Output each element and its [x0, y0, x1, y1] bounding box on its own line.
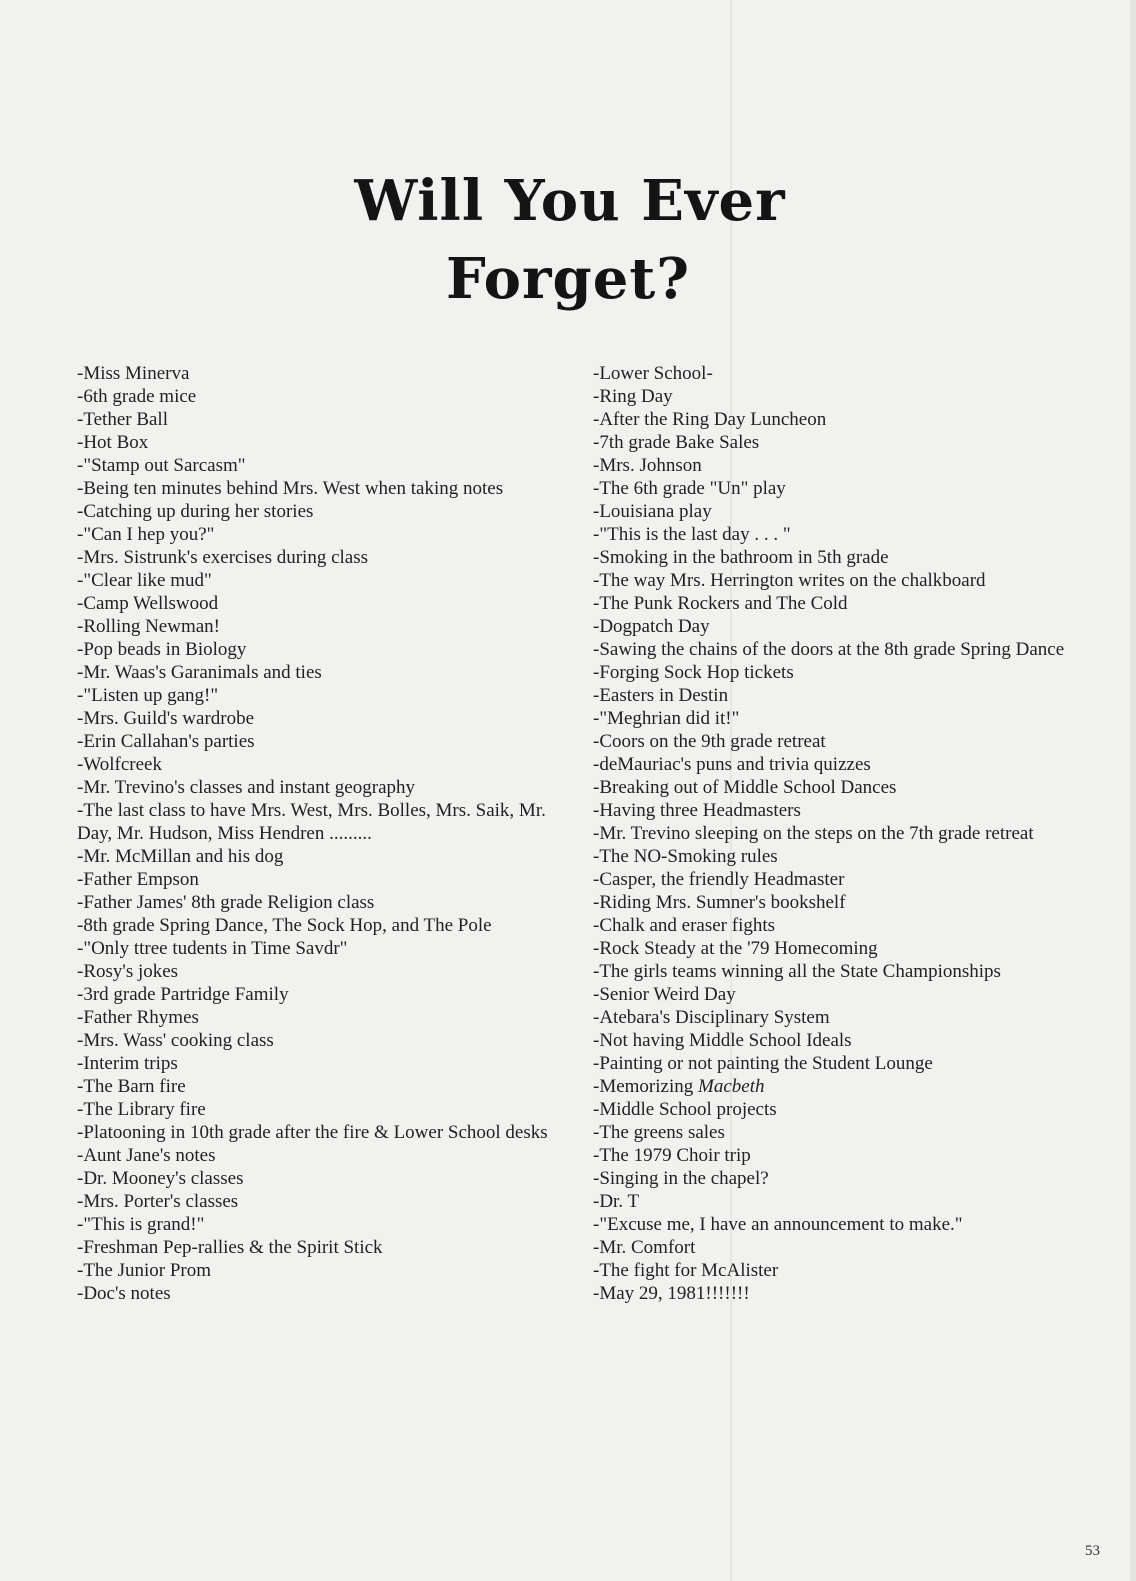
list-item — [77, 454, 569, 477]
list-item — [77, 868, 569, 891]
list-item-text: -Breaking out of Middle School Dances — [593, 777, 897, 798]
list-item-text: -Riding Mrs. Sumner's bookshelf — [593, 892, 846, 913]
title-line-1: Will You Ever — [354, 168, 786, 234]
list-item-text: -Louisiana play — [593, 501, 712, 522]
list-item-text: -Wolfcreek — [77, 754, 162, 775]
list-item — [77, 1259, 569, 1282]
list-item-text: -The fight for McAlister — [593, 1260, 779, 1281]
list-item — [77, 592, 569, 615]
list-item-text: -The Library fire — [77, 1099, 206, 1120]
list-item — [593, 960, 1093, 983]
list-item — [77, 1144, 569, 1167]
list-item-text: -Mrs. Wass' cooking class — [77, 1030, 274, 1051]
list-item — [593, 1144, 1093, 1167]
list-item-text: -Hot Box — [77, 432, 149, 453]
list-item — [593, 730, 1093, 753]
title-line-2: Forget? — [445, 246, 690, 312]
list-item-text: -May 29, 1981!!!!!!! — [593, 1283, 750, 1304]
list-item — [593, 1282, 1093, 1305]
list-item — [593, 638, 1093, 661]
list-item-text: -Tether Ball — [77, 409, 168, 430]
list-item-text: -Mr. Comfort — [593, 1237, 696, 1258]
list-item-text: -Catching up during her stories — [77, 501, 314, 522]
list-item-text: -Easters in Destin — [593, 685, 729, 706]
list-item — [593, 1236, 1093, 1259]
list-item-text: -6th grade mice — [77, 386, 197, 407]
list-item-text: -Mr. Waas's Garanimals and ties — [77, 662, 322, 683]
list-item — [77, 1098, 569, 1121]
list-item-text: -Forging Sock Hop tickets — [593, 662, 794, 683]
list-item-text: -Mr. Trevino sleeping on the steps on the 7th grade retreat — [593, 823, 1034, 844]
list-item — [77, 1190, 569, 1213]
list-item-text: -Lower School- — [593, 363, 713, 384]
list-item-text: -8th grade Spring Dance, The Sock Hop, and The Pole — [77, 915, 492, 936]
list-item — [77, 1006, 569, 1029]
list-item-text: -Father Empson — [77, 869, 199, 890]
list-item — [77, 707, 569, 730]
list-item — [77, 1052, 569, 1075]
list-item — [77, 776, 569, 799]
list-item-text: -Sawing the chains of the doors at the 8th grade Spring Dance — [593, 639, 1065, 660]
list-item — [77, 569, 569, 592]
list-item — [77, 891, 569, 914]
list-item-text: -3rd grade Partridge Family — [77, 984, 289, 1005]
list-item — [593, 891, 1093, 914]
list-item-text: -"Excuse me, I have an announcement to make." — [593, 1214, 963, 1235]
list-item-text: -Memorizing — [593, 1076, 699, 1097]
list-item-text: -Coors on the 9th grade retreat — [593, 731, 826, 752]
list-item — [593, 1098, 1093, 1121]
list-item-text: -7th grade Bake Sales — [593, 432, 760, 453]
list-item — [593, 799, 1093, 822]
list-item — [77, 1075, 569, 1098]
list-item — [77, 523, 569, 546]
list-item — [77, 914, 569, 937]
list-item-text: -Casper, the friendly Headmaster — [593, 869, 845, 890]
list-item — [77, 1213, 569, 1236]
list-item-text: -Mr. Trevino's classes and instant geography — [77, 777, 416, 798]
list-item-text: -The last class to have Mrs. West, Mrs. Bolles, Mrs. Saik, Mr. Day, Mr. Hudson, Miss Hendren ......... — [77, 800, 546, 844]
list-item — [77, 362, 569, 385]
list-item-text: -"Listen up gang!" — [77, 685, 219, 706]
list-item — [77, 1029, 569, 1052]
list-item-text: -Dogpatch Day — [593, 616, 710, 637]
list-item — [593, 385, 1093, 408]
list-item-text: -Senior Weird Day — [593, 984, 736, 1005]
list-item-text: -The 6th grade "Un" play — [593, 478, 786, 499]
list-item-text: -Middle School projects — [593, 1099, 777, 1120]
list-item — [593, 592, 1093, 615]
list-item — [593, 477, 1093, 500]
list-item-text: -Rolling Newman! — [77, 616, 221, 637]
list-item — [593, 776, 1093, 799]
list-item-text: -Being ten minutes behind Mrs. West when taking notes — [77, 478, 504, 499]
list-item-text: -"Clear like mud" — [77, 570, 212, 591]
list-item — [77, 615, 569, 638]
list-item — [593, 1259, 1093, 1282]
list-item — [593, 753, 1093, 776]
list-item-text: -Mrs. Sistrunk's exercises during class — [77, 547, 369, 568]
list-item-text: -"Only ttree tudents in Time Savdr" — [77, 938, 348, 959]
list-item-text: -Rock Steady at the '79 Homecoming — [593, 938, 878, 959]
list-item — [593, 1213, 1093, 1236]
list-item-text: -Doc's notes — [77, 1283, 171, 1304]
list-item-text: -The 1979 Choir trip — [593, 1145, 751, 1166]
list-item-text: -"This is grand!" — [77, 1214, 205, 1235]
list-item-text: -Freshman Pep-rallies & the Spirit Stick — [77, 1237, 383, 1258]
page-title — [0, 162, 1136, 318]
list-item — [77, 684, 569, 707]
list-item — [77, 1282, 569, 1305]
list-item-text: -Ring Day — [593, 386, 673, 407]
list-item-text: -"This is the last day . . . " — [593, 524, 791, 545]
list-item-text: -Smoking in the bathroom in 5th grade — [593, 547, 889, 568]
list-item — [77, 385, 569, 408]
list-item — [77, 845, 569, 868]
list-item-text: -"Stamp out Sarcasm" — [77, 455, 246, 476]
list-item — [77, 638, 569, 661]
list-item — [593, 362, 1093, 385]
list-item-text: -The Barn fire — [77, 1076, 186, 1097]
list-item-text: -Camp Wellswood — [77, 593, 219, 614]
list-item — [593, 569, 1093, 592]
list-item-text: -The Junior Prom — [77, 1260, 212, 1281]
list-item — [593, 1190, 1093, 1213]
list-item-text: -Interim trips — [77, 1053, 178, 1074]
list-item — [593, 1075, 1093, 1098]
list-item-text: -Mrs. Guild's wardrobe — [77, 708, 255, 729]
list-item-text: -Mrs. Porter's classes — [77, 1191, 239, 1212]
list-item — [593, 707, 1093, 730]
list-item — [77, 753, 569, 776]
list-item — [77, 1121, 569, 1144]
list-item — [77, 730, 569, 753]
list-item-text: -Father James' 8th grade Religion class — [77, 892, 375, 913]
list-item-text: -The way Mrs. Herrington writes on the chalkboard — [593, 570, 986, 591]
page-number: 53 — [1085, 1543, 1100, 1559]
list-item-text: -"Can I hep you?" — [77, 524, 215, 545]
list-item-text: -The Punk Rockers and The Cold — [593, 593, 848, 614]
list-item — [77, 546, 569, 569]
list-item-text: -Mr. McMillan and his dog — [77, 846, 284, 867]
list-item — [593, 1052, 1093, 1075]
list-item-text: -Pop beads in Biology — [77, 639, 247, 660]
list-item-text: -deMauriac's puns and trivia quizzes — [593, 754, 871, 775]
list-item-text: -The girls teams winning all the State Championships — [593, 961, 1001, 982]
list-item-text: -Platooning in 10th grade after the fire & Lower School desks — [77, 1122, 548, 1143]
list-item-text: -Chalk and eraser fights — [593, 915, 776, 936]
list-item — [593, 1167, 1093, 1190]
list-item-text: -The greens sales — [593, 1122, 725, 1143]
list-item-text: -Not having Middle School Ideals — [593, 1030, 852, 1051]
list-item — [593, 615, 1093, 638]
list-item — [593, 914, 1093, 937]
list-item-text: -Dr. T — [593, 1191, 640, 1212]
list-item — [593, 661, 1093, 684]
list-item-text: -Singing in the chapel? — [593, 1168, 769, 1189]
list-item-text: -Aunt Jane's notes — [77, 1145, 216, 1166]
list-item — [593, 983, 1093, 1006]
list-item — [77, 431, 569, 454]
list-item — [593, 1121, 1093, 1144]
list-item — [593, 868, 1093, 891]
list-item — [593, 408, 1093, 431]
list-item-text: -Erin Callahan's parties — [77, 731, 255, 752]
list-item — [593, 1006, 1093, 1029]
memories-list-left — [77, 362, 569, 1305]
list-item — [593, 684, 1093, 707]
list-item — [593, 546, 1093, 569]
list-item — [77, 661, 569, 684]
list-item-text: -Dr. Mooney's classes — [77, 1168, 244, 1189]
list-item — [593, 1029, 1093, 1052]
list-item — [77, 477, 569, 500]
list-item — [593, 454, 1093, 477]
list-item-text: -"Meghrian did it!" — [593, 708, 740, 729]
list-item — [77, 960, 569, 983]
list-item-text: -Atebara's Disciplinary System — [593, 1007, 830, 1028]
list-item — [77, 1167, 569, 1190]
list-item — [77, 500, 569, 523]
list-item-text: -After the Ring Day Luncheon — [593, 409, 827, 430]
list-item — [77, 1236, 569, 1259]
list-item-text: -Having three Headmasters — [593, 800, 801, 821]
list-item-text: -Painting or not painting the Student Lounge — [593, 1053, 933, 1074]
list-item — [593, 431, 1093, 454]
memories-list-right — [593, 362, 1093, 1305]
list-item — [77, 408, 569, 431]
list-item — [77, 983, 569, 1006]
list-item-text: -Miss Minerva — [77, 363, 190, 384]
list-item — [593, 523, 1093, 546]
list-item — [77, 799, 569, 845]
list-item-text: -Mrs. Johnson — [593, 455, 702, 476]
list-item-text: -Father Rhymes — [77, 1007, 199, 1028]
list-item — [593, 822, 1093, 845]
list-item-text: -Rosy's jokes — [77, 961, 179, 982]
list-item — [77, 937, 569, 960]
list-item — [593, 500, 1093, 523]
list-item-text: -The NO-Smoking rules — [593, 846, 778, 867]
italic-title: Macbeth — [698, 1076, 765, 1097]
list-item — [593, 845, 1093, 868]
list-item — [593, 937, 1093, 960]
